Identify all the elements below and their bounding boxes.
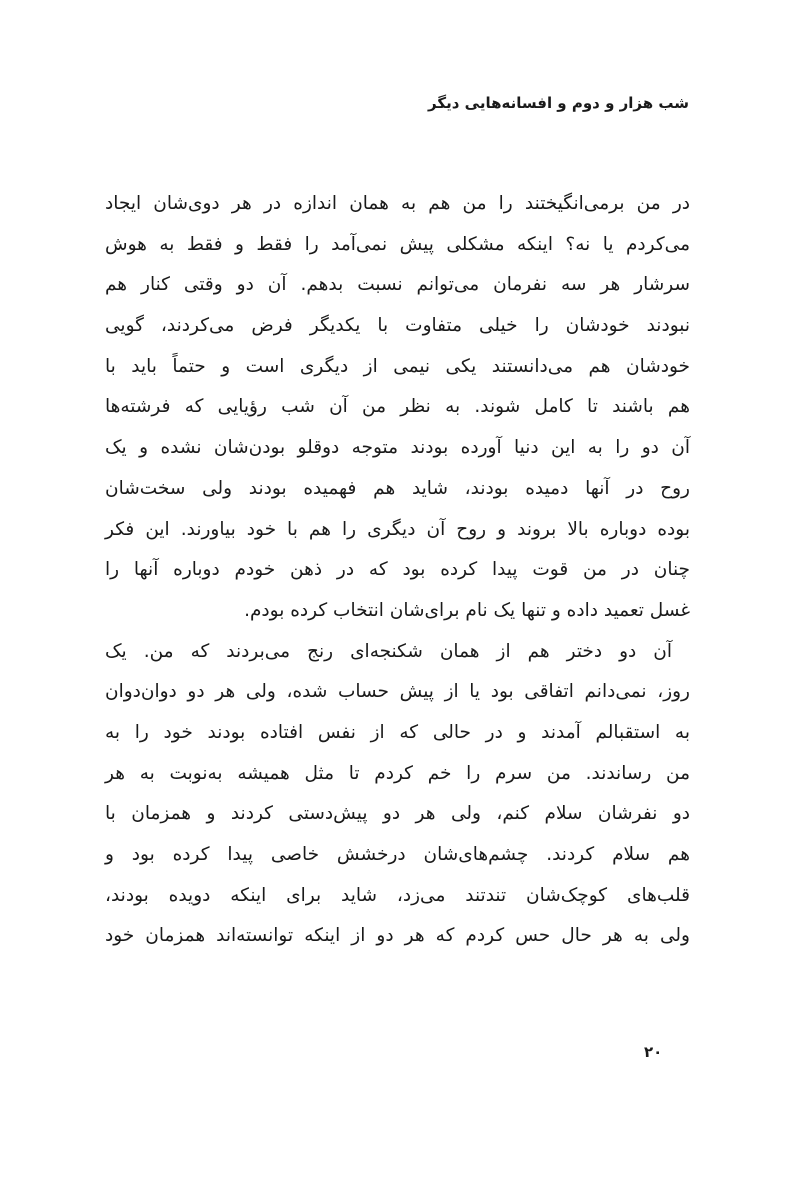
text-line: به استقبالم آمدند و در حالی که از نفس افتاده بودند خود را به (105, 721, 690, 743)
text-line: آن دو دختر هم از همان شکنجه‌ای رنج می‌بردند که من. یک (105, 640, 672, 662)
paragraph-1 (105, 184, 690, 632)
text-line: قلب‌های کوچک‌شان تندتند می‌زد، شاید برای اینکه دویده بودند، (105, 884, 690, 906)
body-text (105, 184, 690, 957)
running-header: شب هزار و دوم و افسانه‌هایی دیگر (428, 94, 689, 112)
text-line: سرشار هر سه نفرمان می‌توانم نسبت بدهم. آن دو وقتی کنار هم (105, 274, 690, 296)
text-line: دو نفرشان سلام کنم، ولی هر دو پیش‌دستی کردند و همزمان با (105, 803, 690, 825)
paragraph-2 (105, 632, 690, 958)
text-line: روح در آنها دمیده بودند، شاید هم فهمیده بودند ولی سخت‌شان (105, 477, 690, 499)
text-line: نبودند خودشان را خیلی متفاوت با یکدیگر فرض می‌کردند، گویی (105, 315, 690, 337)
text-line: چنان در من قوت پیدا کرده بود که در ذهن خودم دوباره آنها را (105, 559, 690, 581)
text-line: ولی به هر حال حس کردم که هر دو از اینکه توانسته‌اند همزمان خود (105, 925, 690, 947)
text-line: خودشان هم می‌دانستند یکی نیمی از دیگری است و حتماً باید با (105, 355, 690, 377)
text-line: هم باشند تا کامل شوند. به نظر من آن شب رؤیایی که فرشته‌ها (105, 396, 690, 418)
text-line: هم سلام کردند. چشم‌های‌شان درخشش خاصی پیدا کرده بود و (105, 844, 690, 865)
text-line: می‌کردم یا نه؟ اینکه مشکلی پیش نمی‌آمد را فقط و فقط به هوش (105, 233, 690, 255)
text-line: در من برمی‌انگیختند را من هم به همان اندازه در هر دوی‌شان ایجاد (105, 193, 690, 214)
text-line: آن دو را به این دنیا آورده بودند متوجه دوقلو بودن‌شان نشده و یک (105, 437, 690, 459)
text-line: من رساندند. من سرم را خم کردم تا مثل همیشه به‌نوبت به هر (105, 762, 690, 784)
text-line: روز، نمی‌دانم اتفاقی بود یا از پیش حساب شده، ولی هر دو دوان‌دوان (105, 681, 690, 703)
page-number: ۲۰ (644, 1043, 663, 1061)
text-line: غسل تعمید داده و تنها یک نام برای‌شان انتخاب کرده بودم. (244, 599, 690, 621)
text-line: بوده دوباره بالا بروند و روح آن دیگری را هم با خود بیاورند. این فکر (105, 518, 690, 540)
